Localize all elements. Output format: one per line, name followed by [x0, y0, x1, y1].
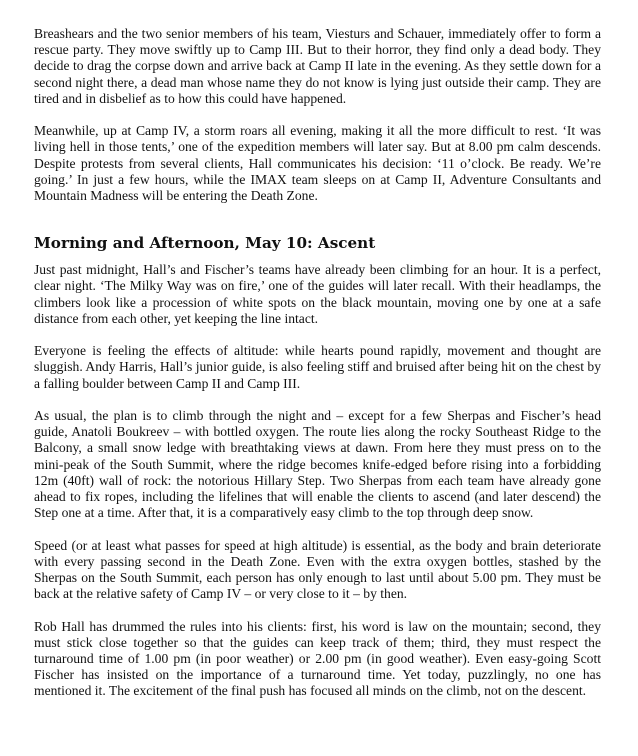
section-heading: Morning and Afternoon, May 10: Ascent [34, 234, 376, 253]
paragraph-rescue-party: Breashears and the two senior members of his team, Viesturs and Schauer, immediately offer to form a rescue party. They move swiftly up to Camp III. But to their horror, they find only a dead body. They decide to drag the corpse down and arrive back at Camp II late in the evening. As they settle down for a second night there, a dead man whose name they do not know is lying just outside their camp. They are tired and in disbelief as to how this could have happened. [34, 26, 601, 106]
document-page [34, 26, 601, 716]
paragraph-hall-rules: Rob Hall has drummed the rules into his clients: first, his word is law on the mountain; second, they must stick close together so that the guides can keep track of them; third, they must respect the turnaround time of 1.00 pm (in poor weather) or 2.00 pm (in good weather). Even easy-going Scott Fischer has insisted on the importance of a turnaround time. Yet today, puzzlingly, no one has mentioned it. The excitement of the final push has focused all minds on the climb, not on the descent. [34, 618, 601, 699]
paragraph-camp-iv-storm: Meanwhile, up at Camp IV, a storm roars all evening, making it all the more difficult to rest. ‘It was living hell in those tents,’ one of the expedition members will later say. But at 8.00 pm calm descends. Despite protests from several clients, Hall communicates his decision: ‘11 o’clock. Be ready. We’re going.’ In just a few hours, while the IMAX team sleeps on at Camp II, Adventure Consultants and Mountain Madness will be entering the Death Zone. [34, 123, 601, 204]
paragraph-altitude-effects: Everyone is feeling the effects of altitude: while hearts pound rapidly, movement and thought are sluggish. Andy Harris, Hall’s junior guide, is also feeling stiff and bruised after being hit on the chest by a falling boulder between Camp II and Camp III. [34, 343, 601, 391]
paragraph-route-plan: As usual, the plan is to climb through the night and – except for a few Sherpas and Fischer’s head guide, Anatoli Boukreev – with bottled oxygen. The route lies along the rocky Southeast Ridge to the Balcony, a small snow ledge with breathtaking views at dawn. From here they must press on to the mini-peak of the South Summit, where the ridge becomes knife-edged before rising into a forbidding 12m (40ft) wall of rock: the notorious Hillary Step. Two Sherpas from each team have already gone ahead to fix ropes, including the lifelines that will enable the clients to ascend (and later descend) the Step one at a time. After that, it is a comparatively easy climb to the top through deep snow. [34, 408, 601, 521]
paragraph-past-midnight: Just past midnight, Hall’s and Fischer’s teams have already been climbing for an hour. It is a perfect, clear night. ‘The Milky Way was on fire,’ one of the guides will later recall. With their headlamps, the climbers look like a procession of white spots on the black mountain, moving one by one at a safe distance from each other, yet keeping the line intact. [34, 262, 601, 326]
paragraph-speed-essential: Speed (or at least what passes for speed at high altitude) is essential, as the body and brain deteriorate with every passing second in the Death Zone. Even with the extra oxygen bottles, stashed by the Sherpas on the South Summit, each person has only enough to last until about 5.00 pm. They must be back at the relative safety of Camp IV – or very close to it – by then. [34, 537, 601, 602]
